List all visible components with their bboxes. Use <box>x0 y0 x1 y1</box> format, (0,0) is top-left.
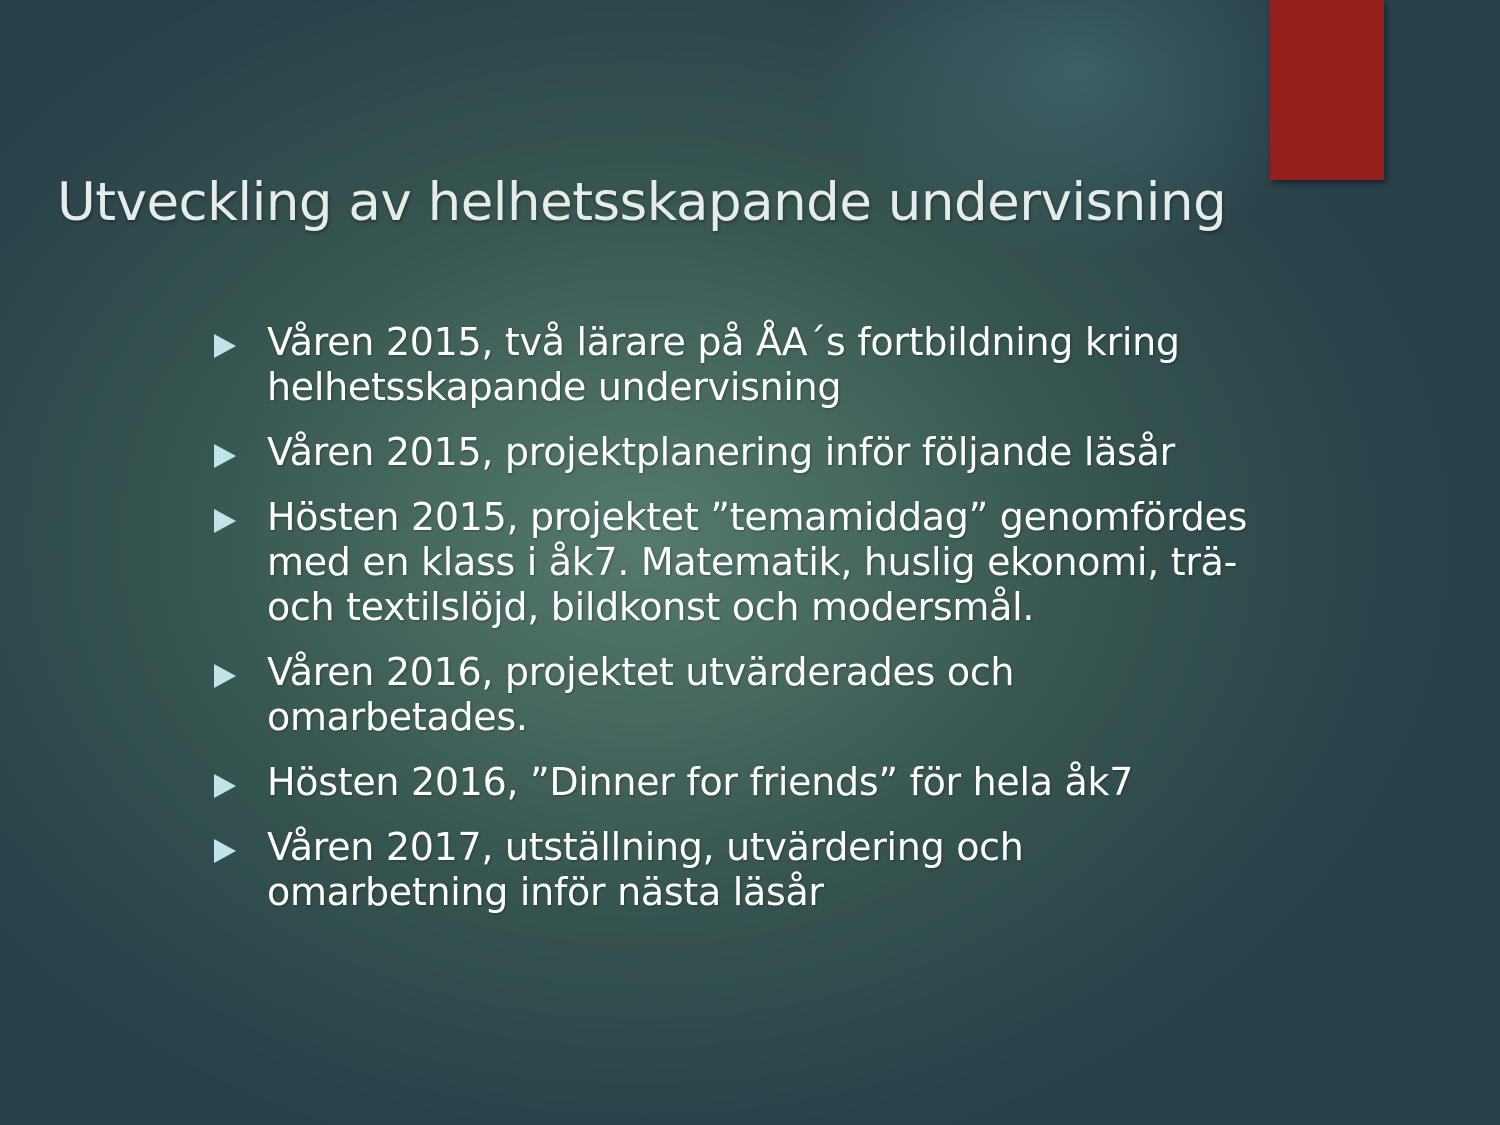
triangle-bullet-icon <box>214 774 236 798</box>
triangle-bullet-icon <box>214 509 236 533</box>
bullet-item <box>210 825 1270 915</box>
bullet-text: Våren 2015, två lärare på ÅA´s fortbildning kring helhetsskapande undervisning <box>267 320 1180 409</box>
bullet-item <box>210 760 1270 805</box>
bullet-list <box>210 320 1270 935</box>
bullet-item <box>210 650 1270 740</box>
bullet-item <box>210 430 1270 475</box>
bullet-text: Hösten 2016, ”Dinner for friends” för hela åk7 <box>267 760 1134 804</box>
accent-bar <box>1270 0 1384 180</box>
triangle-bullet-icon <box>214 444 236 468</box>
bullet-text: Hösten 2015, projektet ”temamiddag” genomfördes med en klass i åk7. Matematik, huslig ekonomi, trä- och textilslöjd, bildkonst och modersmål. <box>267 495 1248 629</box>
bullet-text: Våren 2016, projektet utvärderades och omarbetades. <box>267 650 1015 739</box>
slide-title: Utveckling av helhetsskapande undervisning <box>57 172 1227 233</box>
bullet-text: Våren 2015, projektplanering inför följande läsår <box>267 430 1175 474</box>
triangle-bullet-icon <box>214 664 236 688</box>
bullet-item <box>210 495 1270 630</box>
bullet-text: Våren 2017, utställning, utvärdering och omarbetning inför nästa läsår <box>267 825 1024 914</box>
bullet-item <box>210 320 1270 410</box>
triangle-bullet-icon <box>214 334 236 358</box>
triangle-bullet-icon <box>214 839 236 863</box>
